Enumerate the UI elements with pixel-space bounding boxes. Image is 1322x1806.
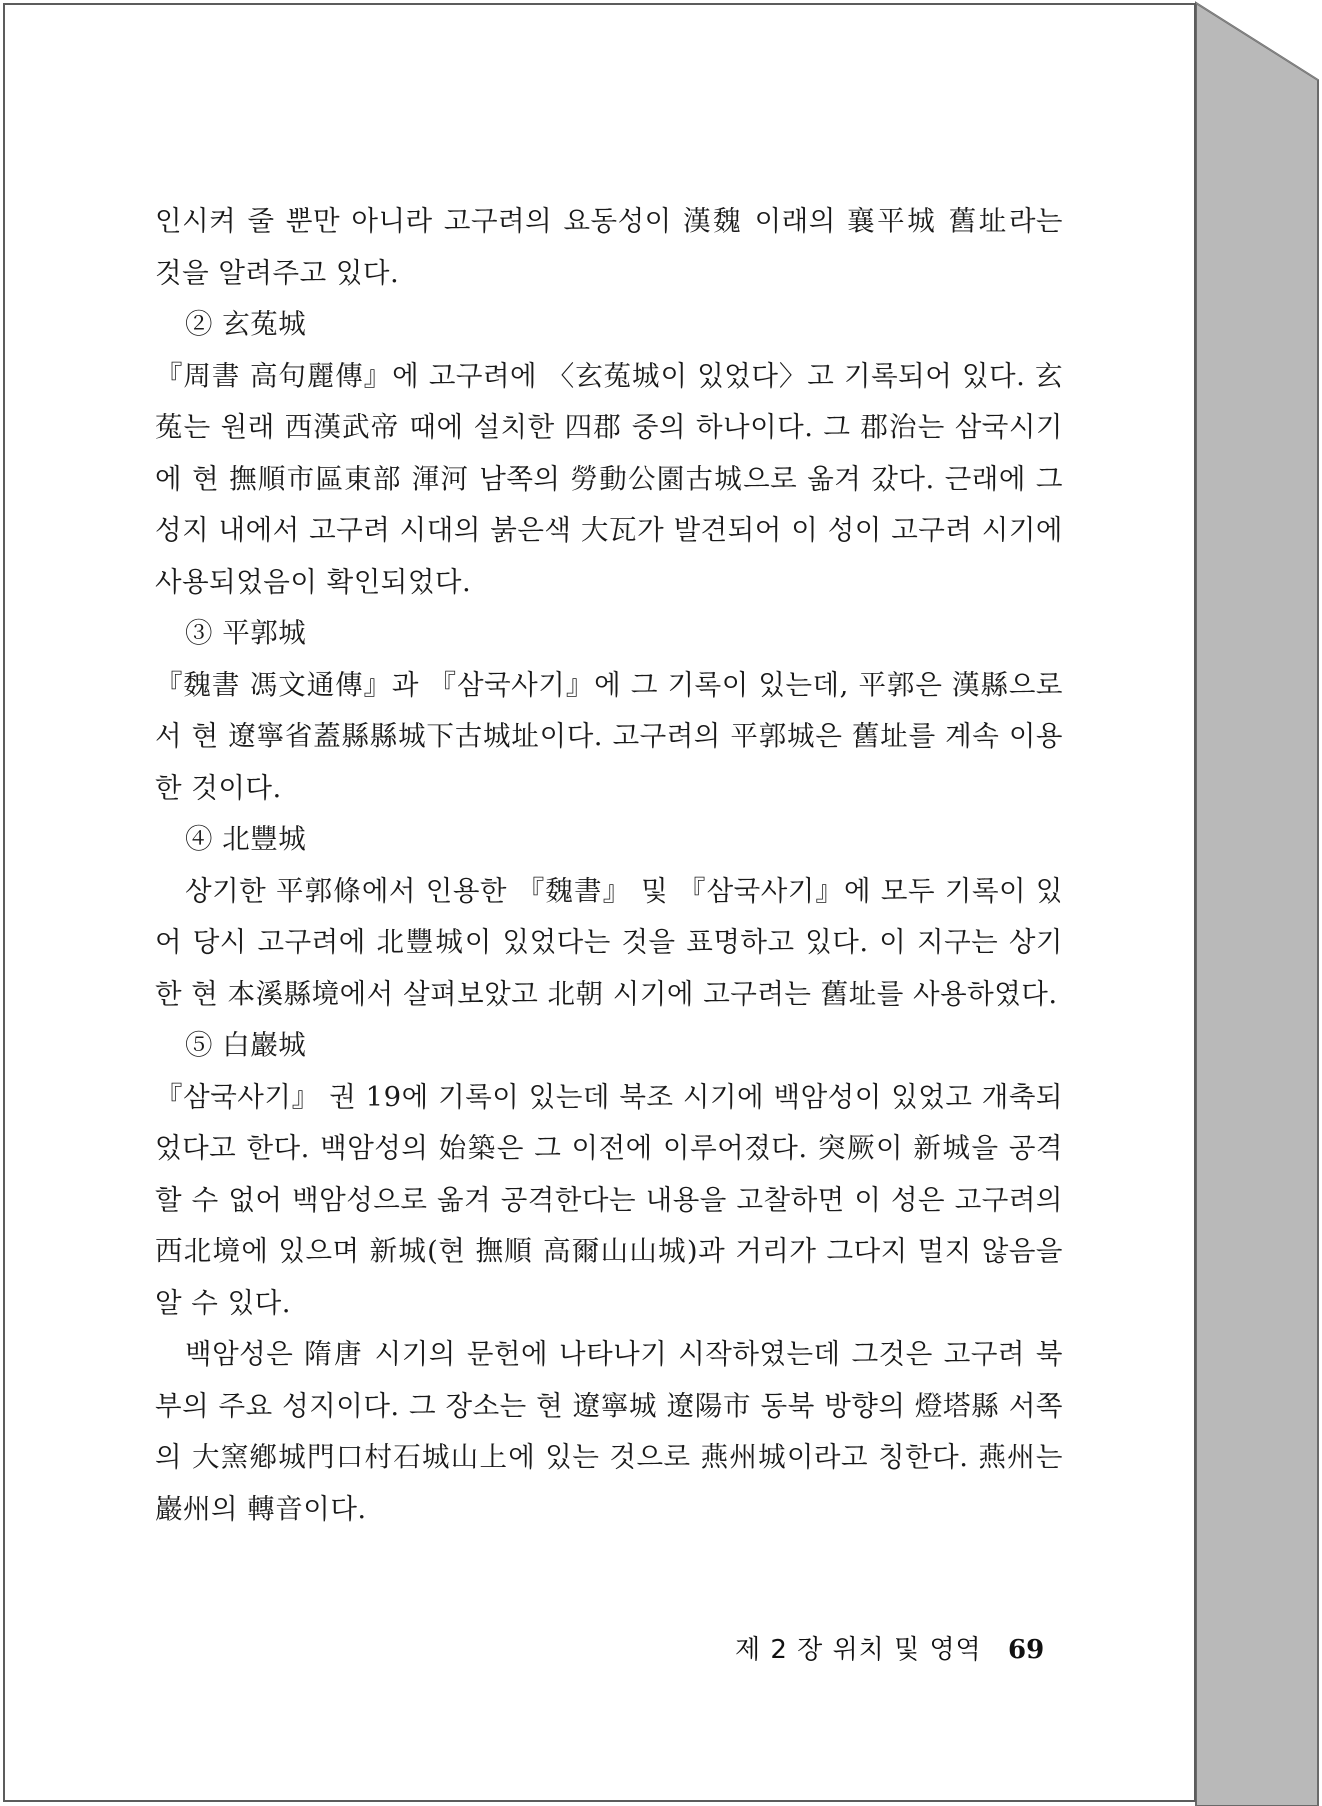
section-heading: ⑤ 白巖城 <box>185 1029 307 1061</box>
body-paragraph: 백암성은 隋唐 시기의 문헌에 나타나기 시작하였는데 그것은 고구려 북부의 주요 성지이다. 그 장소는 현 遼寧城 遼陽市 동북 방향의 燈塔縣 서쪽의 大窯鄕城門口村石城山上에 있는 것으로 燕州城이라고 칭한다. 燕州는 巖州의 轉音이다. <box>155 1338 1063 1525</box>
section-heading: ③ 平郭城 <box>185 617 307 649</box>
page-number: 69 <box>1008 1635 1045 1665</box>
body-paragraph: 『周書 高句麗傳』에 고구려에 〈玄菟城이 있었다〉고 기록되어 있다. 玄菟는 원래 西漢武帝 때에 설치한 四郡 중의 하나이다. 그 郡治는 삼국시기에 현 撫順市區東部 渾河 남쪽의 勞動公園古城으로 옮겨 갔다. 근래에 그 성지 내에서 고구려 시대의 붉은색 大瓦가 발견되어 이 성이 고구려 시기에 사용되었음이 확인되었다. <box>155 359 1063 598</box>
body-paragraph: 『魏書 馮文通傳』과 『삼국사기』에 그 기록이 있는데, 平郭은 漢縣으로서 현 遼寧省蓋縣縣城下古城址이다. 고구려의 平郭城은 舊址를 계속 이용한 것이다. <box>155 668 1063 804</box>
section-heading: ④ 北豐城 <box>185 823 307 855</box>
body-paragraph: 『삼국사기』 권 19에 기록이 있는데 북조 시기에 백암성이 있었고 개축되었다고 한다. 백암성의 始築은 그 이전에 이루어졌다. 突厥이 新城을 공격할 수 없어 백암성으로 옮겨 공격한다는 내용을 고찰하면 이 성은 고구려의 西北境에 있으며 新城(현 撫順 高爾山山城)과 거리가 그다지 멀지 않음을 알 수 있다. <box>155 1080 1063 1319</box>
page-body <box>155 196 1063 1535</box>
section-heading: ② 玄菟城 <box>185 308 307 340</box>
body-paragraph: 상기한 平郭條에서 인용한 『魏書』 및 『삼국사기』에 모두 기록이 있어 당시 고구려에 北豐城이 있었다는 것을 표명하고 있다. 이 지구는 상기한 현 本溪縣境에서 살펴보았고 北朝 시기에 고구려는 舊址를 사용하였다. <box>155 874 1063 1010</box>
page-footer <box>735 1630 1045 1670</box>
chapter-title: 제 2 장 위치 및 영역 <box>735 1635 982 1665</box>
body-paragraph: 인시켜 줄 뿐만 아니라 고구려의 요동성이 漢魏 이래의 襄平城 舊址라는 것을 알려주고 있다. <box>155 205 1063 289</box>
